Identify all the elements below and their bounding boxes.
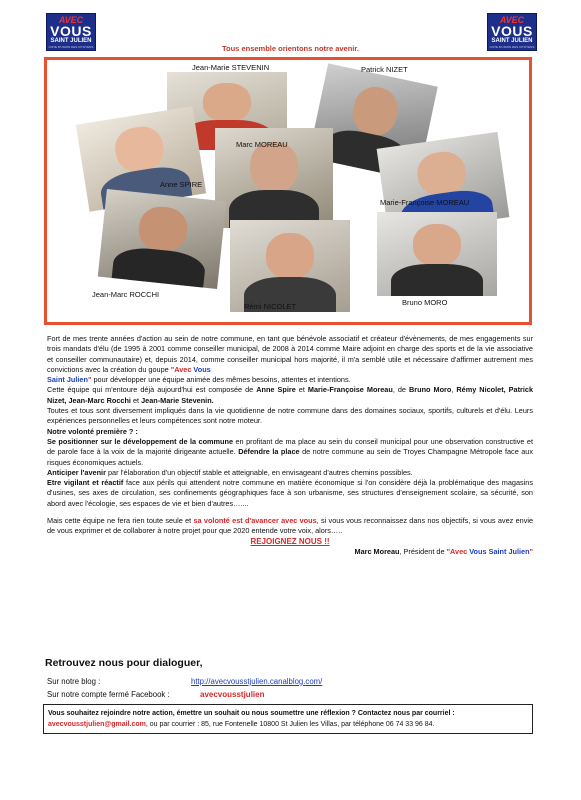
intro-text-end: pour développer une équipe animée des mêmes besoins, attentes et intentions. [91,375,351,385]
portrait-remi-nicolet [230,220,350,312]
team-text: , [451,385,457,395]
paragraph-involvement: Toutes et tous sont diversement impliqués dans la vie quotidienne de notre commune dans des domaines sociaux, sportifs, culturels et d'élu. Leurs expériences personnelles et leurs compétences sont notre moteur. [47,406,533,426]
team-photo-collage [44,57,532,325]
team-text: Cette équipe qui m'entoure déjà aujourd'hui est composée de [47,385,257,395]
paragraph-vigilant [47,478,533,509]
facebook-account[interactable]: avecvousstjulien [200,690,265,699]
volonte-heading: Notre volonté première ? : [47,426,138,436]
rejoignez-text: REJOIGNEZ NOUS !! [250,536,330,546]
group-name-vous: Vous [469,546,487,556]
name-anne-spire: Anne SPIRE [160,180,203,189]
paragraph-anticiper [47,468,533,478]
emphasis-red: sa volonté est d'avancer avec vous [193,516,317,526]
logo-line3: SAINT JULIEN [50,38,92,44]
contact-email[interactable]: avecvousstjulien@gmail.com [48,721,146,728]
logo-line1: AVEC [499,15,525,25]
paragraph-position [47,437,533,468]
logo-line4: LISTE D'UNION DES CITOYENS [489,45,535,49]
portrait-jean-marc-rocchi [98,189,227,289]
text: en profitant de ma place au sein du conseil municipal pour une observation constructive et de parole face à la voix de la majorité dirigeante actuelle. [47,436,534,457]
intro-text: Fort de mes trente années d'action au sein de notre commune, en tant que bénévole associatif et créateur d'évènements, de mes engagements sur trois mandats d'élu (de 1995 à 2001 comme conseiller municipal, de 2008 à 2014 comme Maire adjoint en charge des sports et de la vie associative et conseiller communautaire) et, depuis 2014, comme conseiller municipal hors majorité, il m'a semblé utile et nécessaire d'affirmer autrement mes convictions avec la création du goupe [47,334,533,374]
tagline: Tous ensemble orientons notre avenir. [222,44,359,53]
letter-body [47,334,533,557]
team-text: et [130,395,142,405]
name-bruno-moro: Bruno MORO [402,298,448,307]
team-name: Anne Spire [256,385,296,395]
facebook-label: Sur notre compte fermé Facebook : [47,690,170,699]
emphasis: Etre vigilant et réactif [47,478,124,488]
text: face aux périls qui attendent notre commune en matière économique si l'on considère déjà la problématique des magasins d'usines, ses axes de circulation, ses confinements géographiques face à son urbanisme, ses structures d'enseignement scolaire, sa sécurité, son abord avec l'écologie, ses espaces de vie et bien d'autres….... [47,478,533,508]
text: Mais cette équipe ne fera rien toute seule et [47,516,194,526]
logo-line1: AVEC [58,15,84,25]
paragraph-team [47,385,533,406]
name-remi-nicolet: Rémi NICOLET [244,302,297,311]
logo-line2: VOUS [491,23,533,39]
name-marie-francoise-moreau: Marie-Françoise MOREAU [380,198,470,207]
quote-mark: " [170,364,175,374]
contact-box [43,704,533,734]
group-name-vous: Vous [193,364,211,374]
group-name-avec: Avec [450,546,470,556]
contact-line1: Vous souhaitez rejoindre notre action, émettre un souhait ou nous soumettre une réflexion ? Contactez nous par courriel : [48,710,455,717]
quote-mark: " [529,546,533,556]
text: par l'élaboration d'un objectif stable et atteignable, en envisageant d'autres chemins possibles. [105,467,413,477]
name-marc-moreau: Marc MOREAU [236,140,288,149]
paragraph-invitation [47,516,533,537]
group-name-avec: Avec [174,364,194,374]
retrouvez-heading: Retrouvez nous pour dialoguer, [45,657,203,669]
group-name-saint-julien: Saint Julien [488,546,530,556]
name-jean-marie-stevenin: Jean-Marie STEVENIN [192,63,270,72]
text: de notre commune au sein de Troyes Champagne Métropole face aux risques économiques actuels. [47,447,533,467]
logo-line2: VOUS [50,23,92,39]
signature [47,547,533,557]
team-name: Marie-Françoise Moreau [307,385,393,395]
logo-line4: LISTE D'UNION DES CITOYENS [48,45,94,49]
team-text: et [295,385,308,395]
name-jean-marc-rocchi: Jean-Marc ROCCHI [92,290,160,299]
emphasis: Anticiper l'avenir [47,467,106,477]
portrait-bruno-moro [377,212,497,296]
text: , si vous vous reconnaissez dans nos objectifs, si vous avez envie de vous exprimer et de collaborer à notre projet pour que 2020 entende votre voix, alors….. [47,516,534,536]
quote-mark: " [446,546,451,556]
quote-mark: " [87,375,92,385]
team-name: Rémy Nicolet, Patrick Nizet, Jean-Marc Rocchi [47,385,534,405]
contact-line2 [48,719,528,730]
signature-text: , Président de [399,546,447,556]
team-name: Jean-Marie Stevenin. [141,395,214,405]
name-patrick-nizet: Patrick NIZET [361,65,408,74]
paragraph-intro [47,334,533,385]
group-name-saint-julien: Saint Julien [47,375,88,385]
rejoignez-nous [47,537,533,547]
logo-line3: SAINT JULIEN [491,38,533,44]
contact-postal: , ou par courrier : 85, rue Fontenelle 10800 St Julien les Villas, par téléphone 06 74 33 96 84. [145,721,435,728]
emphasis: Défendre la place [238,447,300,457]
team-text: , de [392,385,410,395]
emphasis: Se positionner sur le développement de la commune [47,436,234,446]
signature-name: Marc Moreau [354,546,400,556]
team-name: Bruno Moro [409,385,452,395]
blog-link[interactable]: http://avecvousstjulien.canalblog.com/ [191,677,323,686]
blog-label: Sur notre blog : [47,677,101,686]
